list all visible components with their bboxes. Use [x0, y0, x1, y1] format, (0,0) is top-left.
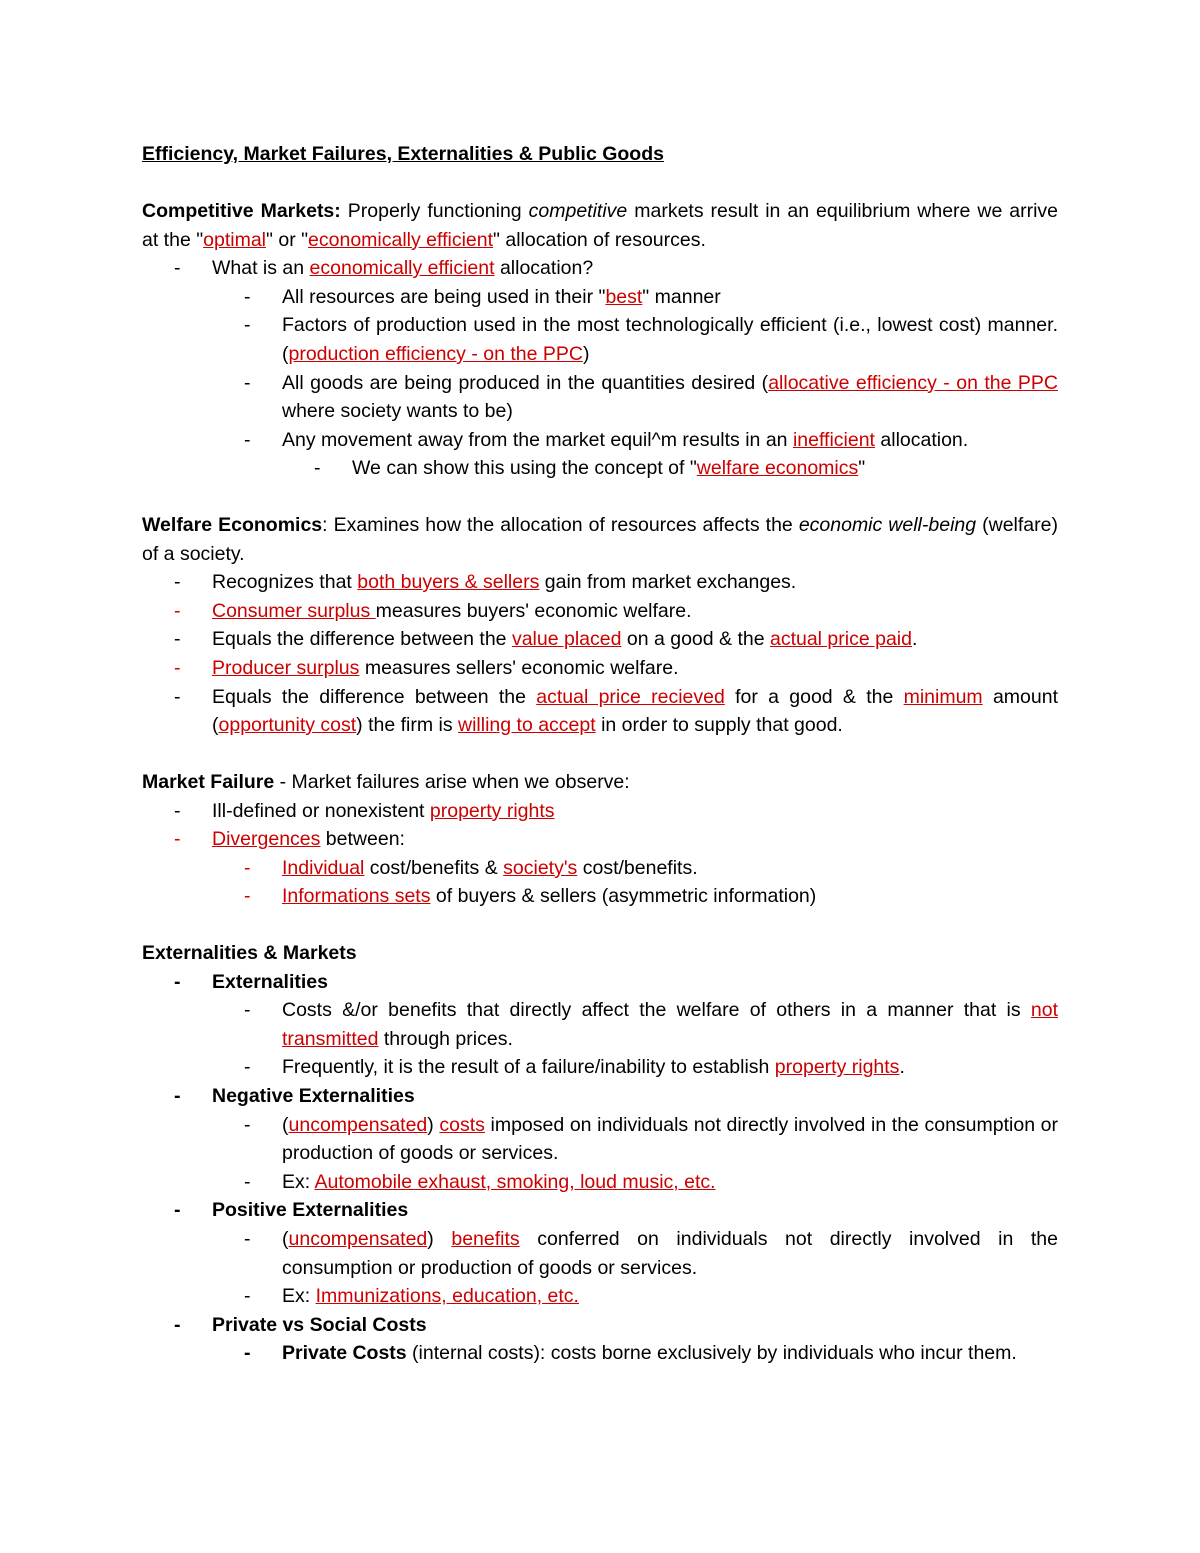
market-failure-section	[142, 768, 1058, 911]
welfare-economics-section	[142, 511, 1058, 740]
list-item: - Externalities	[174, 970, 328, 993]
list-item: - (uncompensated) costs imposed on individuals not directly involved in the consumption or production of goods or services.	[244, 1113, 1058, 1165]
list-item: - All resources are being used in their "best" manner	[244, 285, 721, 308]
list-item: - Equals the difference between the actual price recieved for a good & the minimum amount (opportunity cost) the firm is willing to accept in order to supply that good.	[174, 685, 1059, 737]
underlined-term: economically efficient	[308, 228, 494, 251]
welfare-economics-heading: Welfare Economics	[142, 514, 323, 536]
list-item: - Factors of production used in the most technologically efficient (i.e., lowest cost) manner. (production efficiency - on the PPC)	[244, 314, 1058, 365]
competitive-markets-section	[142, 197, 1058, 483]
list-item: - Positive Externalities	[174, 1199, 409, 1222]
list-item: - Any movement away from the market equil^m results in an inefficient allocation.	[244, 428, 969, 451]
list-item: - (uncompensated) benefits conferred on individuals not directly involved in the consumption or production of goods or services.	[244, 1227, 1058, 1279]
list-item: - Recognizes that both buyers & sellers gain from market exchanges.	[174, 571, 797, 594]
page-title: Efficiency, Market Failures, Externalities & Public Goods	[142, 143, 664, 165]
externalities-section	[142, 939, 1058, 1368]
list-item: - Private Costs (internal costs): costs borne exclusively by individuals who incur them.	[244, 1342, 1017, 1365]
list-item: - Divergences between:	[174, 828, 405, 851]
list-item: - Frequently, it is the result of a failure/inability to establish property rights.	[244, 1056, 905, 1079]
list-item: - What is an economically efficient allocation?	[174, 257, 594, 280]
competitive-markets-intro: Competitive Markets: Properly functioning competitive markets result in an equilibrium where we arrive at the "optimal" or "economically efficient" allocation of resources.	[142, 200, 1059, 251]
market-failure-heading: Market Failure	[142, 771, 275, 793]
list-item: - Producer surplus measures sellers' economic welfare.	[174, 656, 679, 679]
externalities-heading: Externalities & Markets	[142, 942, 357, 964]
list-item: - We can show this using the concept of "welfare economics"	[314, 457, 866, 480]
list-item: - All goods are being produced in the quantities desired (allocative efficiency - on the PPC where society wants to be)	[244, 371, 1059, 423]
list-item: - Equals the difference between the value placed on a good & the actual price paid.	[174, 628, 918, 651]
list-item: - Ill-defined or nonexistent property rights	[174, 799, 555, 822]
underlined-term: optimal	[203, 228, 267, 251]
list-item: - Private vs Social Costs	[174, 1313, 427, 1336]
list-item: - Ex: Immunizations, education, etc.	[244, 1285, 579, 1308]
welfare-economics-intro: Welfare Economics: Examines how the allocation of resources affects the economic well-being (welfare) of a society.	[142, 514, 1058, 565]
list-item: - Individual cost/benefits & society's cost/benefits.	[244, 856, 698, 879]
market-failure-intro: Market Failure - Market failures arise when we observe:	[142, 771, 630, 793]
list-item: - Informations sets of buyers & sellers (asymmetric information)	[244, 885, 817, 908]
list-item: - Consumer surplus measures buyers' economic welfare.	[174, 599, 692, 622]
list-item: - Negative Externalities	[174, 1084, 415, 1107]
list-item: - Costs &/or benefits that directly affect the welfare of others in a manner that is not transmitted through prices.	[244, 999, 1058, 1050]
competitive-markets-heading: Competitive Markets:	[142, 200, 341, 222]
list-item: - Ex: Automobile exhaust, smoking, loud music, etc.	[244, 1170, 716, 1193]
